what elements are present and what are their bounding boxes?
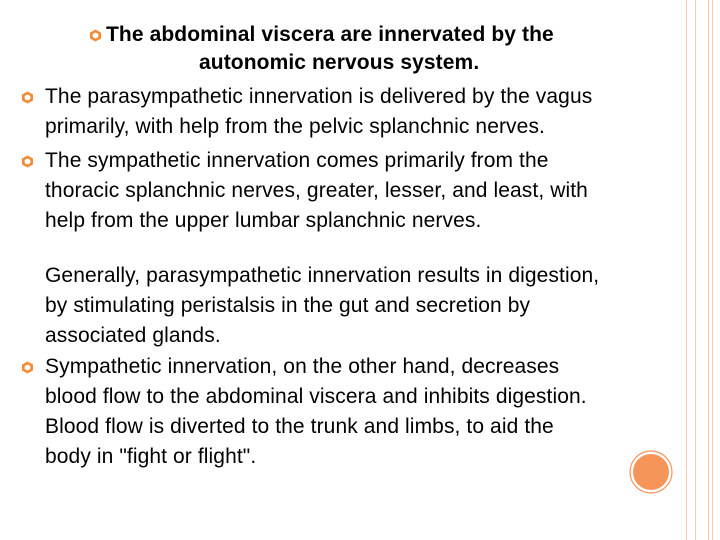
generally-line-3: associated glands. bbox=[45, 324, 221, 347]
generally-line-1: Generally, parasympathetic innervation results in digestion, bbox=[45, 264, 600, 287]
parasympathetic-line-2: primarily, with help from the pelvic splanchnic nerves. bbox=[45, 115, 545, 138]
hexagon-bullet-icon bbox=[21, 155, 34, 168]
decorative-rule bbox=[695, 0, 696, 540]
parasympathetic-line-1: The parasympathetic innervation is delivered by the vagus bbox=[45, 85, 593, 108]
sympathetic-line-1: The sympathetic innervation comes primarily from the bbox=[45, 149, 549, 172]
circle-ring-icon bbox=[615, 449, 685, 495]
sympathetic2-line-4: body in "fight or flight". bbox=[45, 445, 257, 468]
decorative-rule bbox=[708, 0, 709, 540]
hexagon-bullet-icon bbox=[89, 29, 102, 42]
sympathetic2-line-1: Sympathetic innervation, on the other hand, decreases bbox=[45, 355, 560, 378]
intro-line-2: autonomic nervous system. bbox=[199, 51, 480, 74]
sympathetic2-line-2: blood flow to the abdominal viscera and inhibits digestion. bbox=[45, 385, 587, 408]
hexagon-bullet-icon bbox=[21, 361, 34, 374]
decorative-rule bbox=[686, 0, 687, 540]
hexagon-bullet-icon bbox=[21, 91, 34, 104]
sympathetic2-line-3: Blood flow is diverted to the trunk and limbs, to aid the bbox=[45, 415, 554, 438]
generally-line-2: by stimulating peristalsis in the gut and secretion by bbox=[45, 294, 531, 317]
sympathetic-line-2: thoracic splanchnic nerves, greater, lesser, and least, with bbox=[45, 179, 588, 202]
intro-line-1: The abdominal viscera are innervated by the bbox=[106, 23, 554, 46]
sympathetic-line-3: help from the upper lumbar splanchnic nerves. bbox=[45, 209, 482, 232]
decorative-rule bbox=[712, 0, 713, 540]
